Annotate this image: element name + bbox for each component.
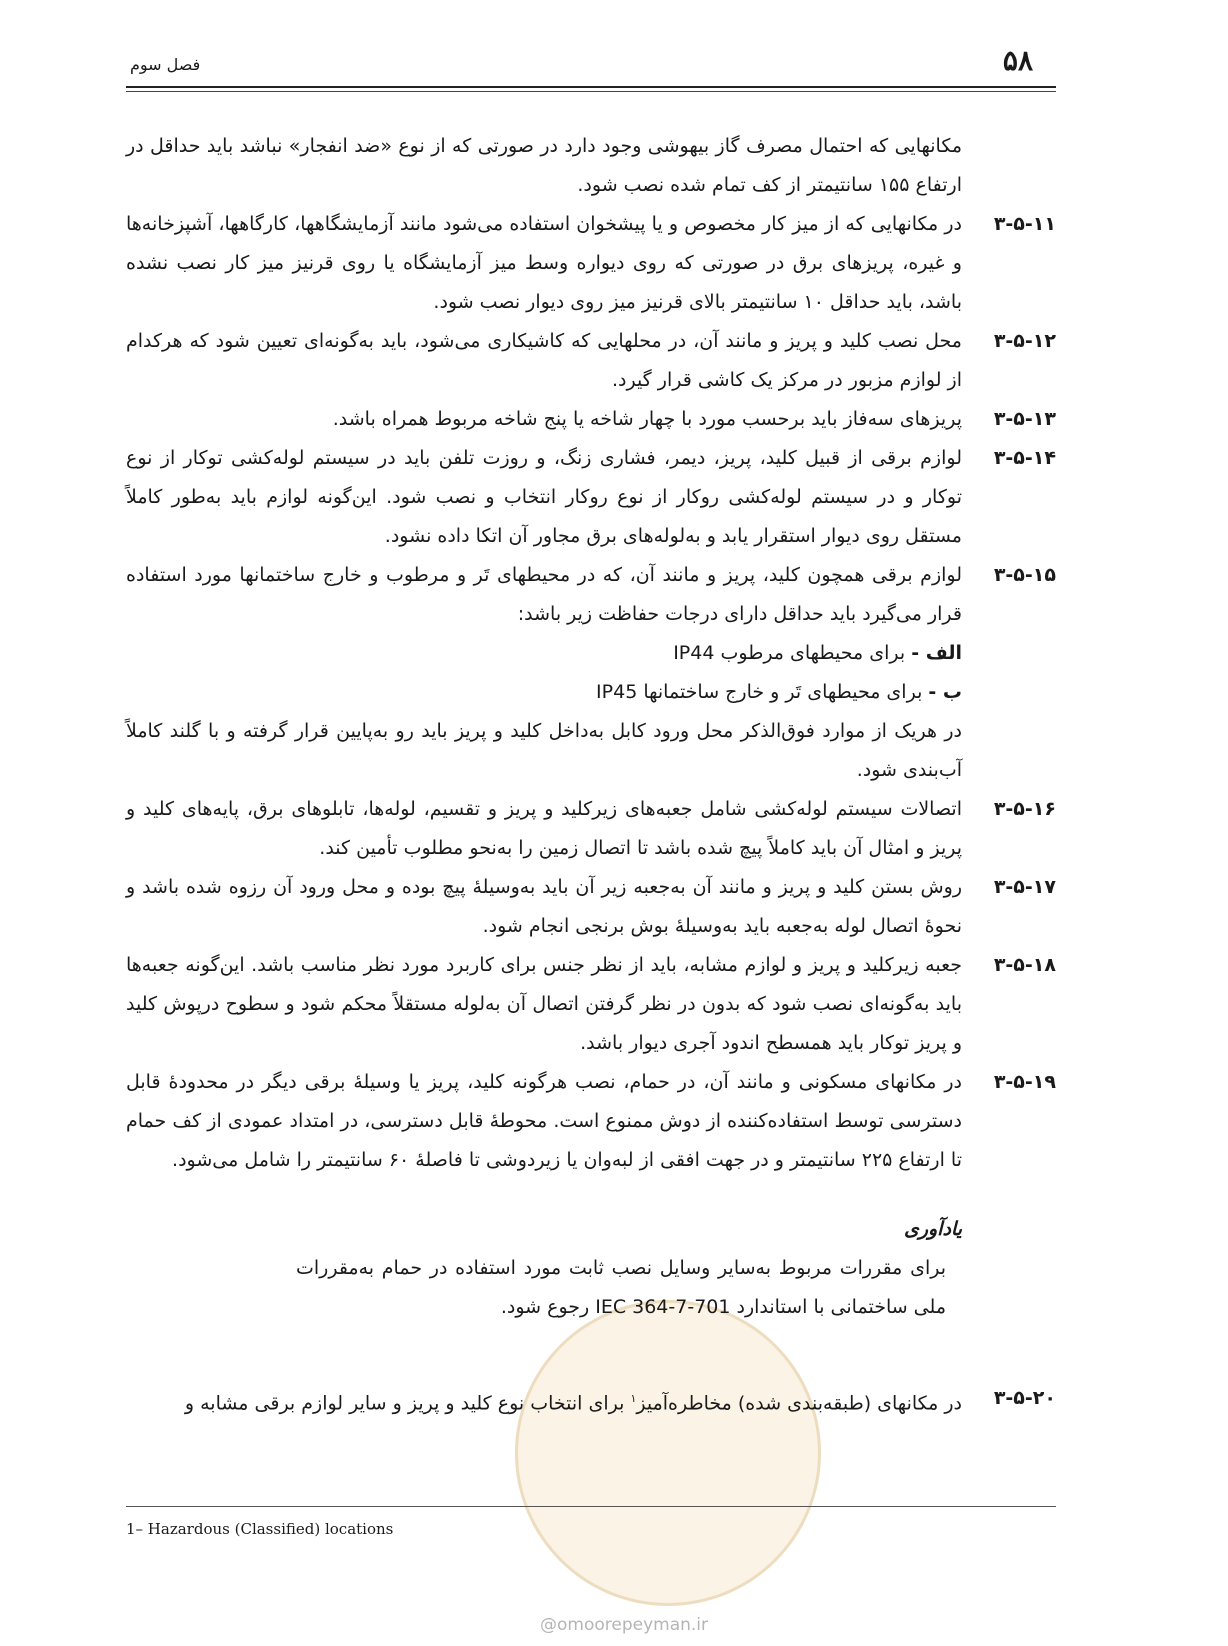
- clause: [126, 946, 1056, 1063]
- clause: [126, 868, 1056, 946]
- clause: [126, 790, 1056, 868]
- sub-item-label: ب -: [928, 681, 962, 703]
- page-body: [126, 127, 1056, 1423]
- sub-item-label: الف -: [911, 642, 962, 664]
- sub-item-text: برای محیطهای تَر و خارج ساختمانها IP45: [596, 681, 923, 703]
- sub-item-text: برای محیطهای مرطوب IP44: [673, 642, 906, 664]
- clause-number: ۳-۵-۱۴: [993, 447, 1056, 469]
- clause-text: جعبه زیرکلید و پریز و لوازم مشابه، باید از نظر جنس برای کاربرد مورد نظر مناسب باشد. این‌گونه جعبه‌ها باید به‌گونه‌ای نصب شود که بدون در نظر گرفتن اتصال آن به‌لوله مستقلاً محکم شود و سطوح درپوش کلید و پریز توکار باید همسطح اندود آجری دیوار باشد.: [126, 954, 962, 1054]
- clause: [126, 322, 1056, 400]
- footnote-rule: [126, 1506, 1056, 1507]
- clause-text: پریزهای سه‌فاز باید برحسب مورد با چهار شاخه یا پنج شاخه مربوط همراه باشد.: [332, 408, 962, 430]
- clause-number: ۳-۵-۱۹: [993, 1071, 1056, 1093]
- clause-text: اتصالات سیستم لوله‌کشی شامل جعبه‌های زیرکلید و پریز و تقسیم، لوله‌ها، تابلوهای برق، پایه‌های کلید و پریز و امثال آن باید کاملاً پیچ شده باشد تا اتصال زمین را به‌نحو مطلوب تأمین کند.: [126, 798, 962, 859]
- note-block: [126, 1210, 1056, 1327]
- clause-number: ۳-۵-۱۶: [993, 798, 1056, 820]
- clause-text: در مکانهای (طبقه‌بندی شده) مخاطره‌آمیز: [636, 1392, 962, 1415]
- clause-text: روش بستن کلید و پریز و مانند آن به‌جعبه زیر آن باید به‌وسیلهٔ پیچ بوده و محل ورود آن رزوه شده باشد و نحوهٔ اتصال لوله به‌جعبه باید به‌وسیلهٔ بوش برنجی انجام شود.: [126, 876, 962, 937]
- clause: [126, 439, 1056, 556]
- clause-text: در مکانهای مسکونی و مانند آن، در حمام، نصب هرگونه کلید، پریز یا وسیلهٔ برقی دیگر در محدودهٔ قابل دسترسی توسط استفاده‌کننده از دوش ممنوع است. محوطهٔ قابل دسترسی، در امتداد عمودی از کف حمام تا ارتفاع ۲۲۵ سانتیمتر و در جهت افقی از لبه‌وان یا زیردوشی تا فاصلهٔ ۶۰ سانتیمتر را شامل می‌شود.: [126, 1071, 962, 1171]
- header-rule-thin: [126, 91, 1056, 92]
- sub-item: [126, 673, 1056, 712]
- clause-number: ۳-۵-۱۸: [993, 954, 1056, 976]
- header-rule: [126, 86, 1056, 88]
- clause-number: ۳-۵-۱۱: [993, 213, 1056, 235]
- clause-text: در مکانهایی که از میز کار مخصوص و یا پیشخوان استفاده می‌شود مانند آزمایشگاهها، کارگاهها، آشپزخانه‌ها و غیره، پریزهای برق در صورتی که روی دیواره وسط میز آزمایشگاه یا روی قرنیز میز کار نصب نشده باشد، باید حداقل ۱۰ سانتیمتر بالای قرنیز میز روی دیوار نصب شود.: [126, 213, 962, 313]
- chapter-title: فصل سوم: [130, 55, 201, 74]
- page-number: ۵۸: [1002, 44, 1033, 77]
- sub-item: [126, 634, 1056, 673]
- note-text: برای مقررات مربوط به‌سایر وسایل نصب ثابت مورد استفاده در حمام به‌مقررات ملی ساختمانی با استاندارد IEC 364-7-701 رجوع شود.: [296, 1257, 946, 1318]
- clause: [126, 556, 1056, 634]
- clause: [126, 1063, 1056, 1180]
- clause-number: ۳-۵-۱۵: [993, 564, 1056, 586]
- clause-text: محل نصب کلید و پریز و مانند آن، در محلهایی که کاشیکاری می‌شود، باید به‌گونه‌ای تعیین شود که هرکدام از لوازم مزبور در مرکز یک کاشی قرار گیرد.: [126, 330, 962, 391]
- footnote-marker: ۱: [630, 1392, 637, 1405]
- clause-number: ۳-۵-۱۷: [993, 876, 1056, 898]
- note-title: یادآوری: [903, 1218, 962, 1240]
- clause: [126, 400, 1056, 439]
- clause-continuation: در هریک از موارد فوق‌الذکر محل ورود کابل به‌داخل کلید و پریز باید رو به‌پایین قرار گرفته و با گلند کاملاً آب‌بندی شود.: [126, 720, 962, 781]
- clause-number: ۳-۵-۲۰: [993, 1387, 1056, 1409]
- clause-number: ۳-۵-۱۳: [993, 408, 1056, 430]
- clause-text: لوازم برقی از قبیل کلید، پریز، دیمر، فشاری زنگ، و روزت تلفن باید در سیستم لوله‌کشی توکار از نوع توکار و در سیستم لوله‌کشی روکار از نوع روکار انتخاب و نصب شود. این‌گونه لوازم باید به‌طور کاملاً مستقل روی دیوار استقرار یابد و به‌لوله‌های برق مجاور آن اتکا داده نشود.: [126, 447, 962, 547]
- clause: [126, 1379, 1056, 1423]
- watermark-text: @omoorepeyman.ir: [540, 1615, 709, 1635]
- clause-number: ۳-۵-۱۲: [993, 330, 1056, 352]
- footnote: 1– Hazardous (Classified) locations: [126, 1520, 394, 1538]
- clause: [126, 205, 1056, 322]
- clause-text: لوازم برقی همچون کلید، پریز و مانند آن، که در محیطهای تَر و مرطوب و خارج ساختمانها مورد استفاده قرار می‌گیرد باید حداقل دارای درجات حفاظت زیر باشد:: [126, 564, 962, 625]
- clause-text-continued: برای انتخاب نوع کلید و پریز و سایر لوازم برقی مشابه و: [184, 1392, 631, 1415]
- intro-paragraph: مکانهایی که احتمال مصرف گاز بیهوشی وجود دارد در صورتی که از نوع «ضد انفجار» نباشد باید حداقل در ارتفاع ۱۵۵ سانتیمتر از کف تمام شده نصب شود.: [126, 135, 962, 196]
